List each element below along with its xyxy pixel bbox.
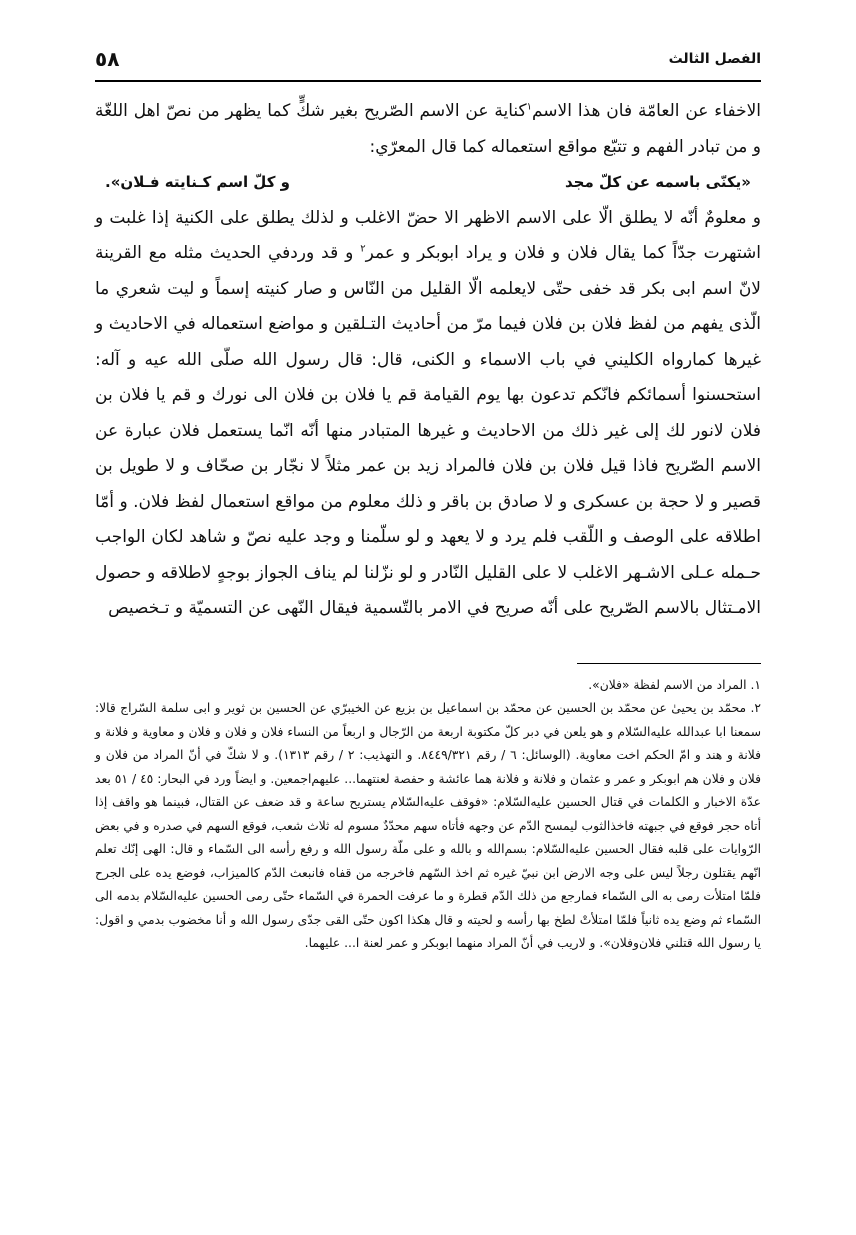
paragraph-1-rest: كناية عن الاسم الصّريح بغير شكٍّ كما يظهر من نصّ اهل اللغّة و من تبادر الفهم و تتبّع مواقع استعماله كما قال المعرّي: bbox=[95, 101, 761, 157]
page bbox=[95, 38, 761, 1198]
poetry-verse bbox=[105, 165, 751, 201]
paragraph-2-rest: و قد وردفي الحديث مثله مع القرينة لانّ اسم ابى بكر قد خفى حتّى لايعلمه الّا القليل من النّاس و صار كنيته إسماً و ليت شعري ما الّذى يفهم من لفظ فلان بن فلان فيما مرّ من أحاديث التـلقين و مواضع استعماله في الاحاديث و غيرها كمارواه الكليني في باب الاسماء و الكنى، قال: قال رسول الله صلّى الله عيه و آله: استحسنوا أسمائكم فانّكم تدعون بها يوم القيامة قم يا فلان بن فلان الى نورك و قم يا فلان بن فلان لانور لك إلى غير ذلك من الاحاديث و غيرها المتبادر منها أنّه انّما يستعمل فلان عبارة عن الاسم الصّريح فاذا قيل فلان بن فلان فالمراد زيد بن عمر مثلاً لا نجّار بن صحّاف و لا طويل بن قصير و لا حجة بن عسكرى و لا صادق بن باقر و ذلك معلوم من مواقع استعمال لفظ فلان. و أمّا اطلاقه على الوصف و اللّقب فلم يرد و لا يعهد و لو سلّمنا و وجد عليه نصّ و شاهد لكان الواجب حـمله عـلى الاشـهر الاغلب لا على القليل النّادر و لو نزّلنا لم يناف الجواز بوجهٍ لاطلاقه و حصول الامـتثال بالاسم الصّريح على أنّه صريح في الامر بالتّسمية فيقال النّهى عن التسميّة و تـخصيص bbox=[95, 243, 761, 618]
paragraph-1 bbox=[95, 94, 761, 165]
footnotes bbox=[95, 674, 761, 956]
main-text bbox=[95, 94, 761, 627]
footnote-separator bbox=[577, 663, 761, 664]
running-header bbox=[95, 38, 761, 82]
footnote-1: ١. المراد من الاسم لفظة «فلان». bbox=[588, 677, 761, 692]
paragraph-2 bbox=[95, 201, 761, 627]
verse-first-hemistich: «يكنّى باسمه عن كلّ مجد bbox=[564, 173, 751, 191]
chapter-title: الفصل الثالث bbox=[668, 51, 761, 67]
footnote-ref-1: ١ bbox=[526, 101, 532, 113]
footnote-2: ٢. محمّد بن يحيىٰ عن محمّد بن الحسين عن محمّد بن اسماعيل بن بزيع عن الخيبرّي عن الحسين بن ثوير و ابى سلمة السّراج قالا: سمعنا ابا عبدالله عليه‌السّلام و هو يلعن في دبر كلّ مكتوبة اربعة من الرّجال و اربعاً من النساء فلان و فلان و فلان و معاوية و فلانة و فلانة و هند و امّ الحكم اخت معاوية. (الوسائل: ٦ / رقم ٨٤٤٩/٣٢١. و التهذيب: ٢ / رقم ١٣١٣). و لا شكّ في أنّ المراد من فلان و فلان و فلان هم ابوبكر و عمر و عثمان و فلانة و فلانة هما عائشة و حفصة لعنتهما... عليهم‌اجمعين. و ايضاً ورد في البحار: ٤٥ / ٥١ بعد عدّة الاخبار و الكلمات في قتال الحسين عليه‌السّلام: «فوقف عليه‌السّلام يستريح ساعة و قد ضعف عن القتال، فبينما هو واقف إذا أتاه حجر فوقع في جبهته فاخذالثوب ليمسح الدّم عن وجهه فأتاه سهم محدّدٌ مسوم له ثلاث شعب، فوقع السهم في صدره و في بعض الرّوايات على قلبه فقال الحسين عليه‌السّلام: بسم‌الله و بالله و على ملّة رسول الله و رفع رأسه الى السّماء و قال: الهى إنّك تعلم انّهم يقتلون رجلاً ليس على وجه الارض ابن نبيّ غيره ثم اخذ السّهم فاخرجه من قفاه فانبعث الدّم كالميزاب، فوضع يده على الجرح فلمّا امتلأت رمى به الى السّماء فمارجع من ذلك الدّم قطرة و ما عرفت الحمرة في السّماء حتّى رمى الحسين عليه‌السّلام بدمه الى السّماء ثم وضع يده ثانياً فلمّا امتلأتْ لطخ بها رأسه و لحيته و قال هكذا اكون حتّى القى جدّى رسول الله و أنا مخضوب بدمي و اقول: يا رسول الله قتلني فلان‌وفلان». و لاريب في أنّ المراد منهما ابوبكر و عمر لعنة ا... عليهما. bbox=[95, 701, 762, 950]
paragraph-1-start: الاخفاء عن العامّة فان هذا الاسم bbox=[531, 101, 761, 121]
footnote-ref-2: ٢ bbox=[360, 243, 366, 255]
page-number: ٥٨ bbox=[95, 47, 120, 71]
paragraph-2-start: و معلومٌ أنّه لا يطلق الّا على الاسم الاظهر الا حضّ الاغلب و لذلك يطلق على الكنية إذا غلبت و اشتهرت جدّاً كما يقال فلان و فلان و يراد ابوبكر و عمر bbox=[95, 207, 761, 263]
verse-second-hemistich: و كلّ اسم كـنايته فـلان». bbox=[105, 173, 290, 191]
